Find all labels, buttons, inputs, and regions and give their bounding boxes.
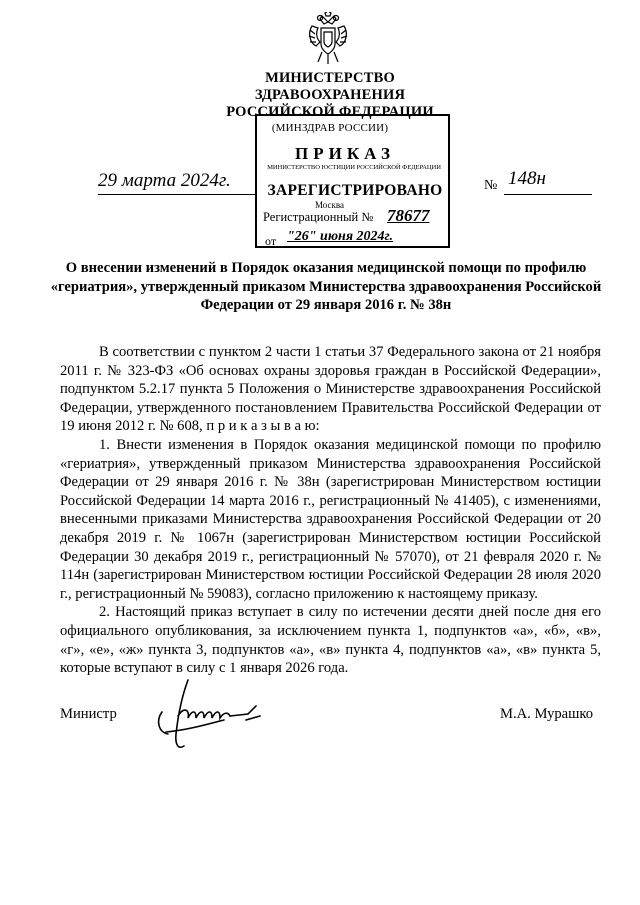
- order-number-sign: №: [484, 178, 498, 193]
- stamp-date-prefix: от: [265, 234, 277, 248]
- paragraph-preamble: В соответствии с пунктом 2 части 1 статьи 37 Федерального закона от 21 ноября 2011 г. № 323-ФЗ «Об основах охраны здоровья граждан в Российской Федерации», подпунктом 5.2.17 пункта 5 Положения о Министерстве здравоохранения Российской Федерации, утвержденного постановлением Правительства Российской Федерации от 19 июня 2012 г. № 608, п р и к а з ы в а ю:: [60, 344, 601, 435]
- stamp-doc-type: ПРИКАЗ: [295, 144, 395, 163]
- order-number: 148н: [508, 168, 546, 189]
- document-title: О внесении изменений в Порядок оказания медицинской помощи по профилю «гериатрия», утвержденный приказом Министерства здравоохранения Российской Федерации от 29 января 2016 г. № 38н: [50, 260, 602, 313]
- signer-name: М.А. Мурашко: [500, 706, 594, 722]
- stamp-city: Москва: [315, 200, 344, 210]
- stamp-organization: МИНИСТЕРСТВО ЮСТИЦИИ РОССИЙСКОЙ ФЕДЕРАЦИИ: [267, 164, 441, 171]
- coat-of-arms-icon: [306, 12, 350, 66]
- ministry-short-name: (МИНЗДРАВ РОССИИ): [271, 122, 389, 134]
- handwritten-signature-icon: [148, 676, 268, 756]
- order-number-underline: [504, 194, 592, 195]
- paragraph-item-2: 2. Настоящий приказ вступает в силу по истечении десяти дней после дня его официального опубликования, за исключением пункта 1, подпунктов «а», «б», «в», «г», «е», «ж» пункта 3, подпунктов «а», «в» пункта 4, подпунктов «а», «в» пункта 5, которые вступают в силу с 1 января 2026 года.: [60, 604, 601, 677]
- document-body: [60, 343, 601, 678]
- stamp-registered: ЗАРЕГИСТРИРОВАНО: [267, 182, 443, 199]
- signer-position: Министр: [60, 706, 117, 722]
- registration-stamp: [255, 114, 450, 248]
- stamp-reg-date: "26" июня 2024г.: [287, 229, 394, 244]
- order-date: 29 марта 2024г.: [98, 170, 231, 191]
- paragraph-item-1: 1. Внести изменения в Порядок оказания медицинской помощи по профилю «гериатрия», утвержденный приказом Министерства здравоохранения Российской Федерации от 29 января 2016 г. № 38н (зарегистрирован Министерством юстиции Российской Федерации 14 марта 2016 г., регистрационный № 41405), с изменениями, внесенными приказами Министерства здравоохранения Российской Федерации от 20 декабря 2019 г. № 1067н (зарегистрирован Министерством юстиции Российской Федерации 30 декабря 2019 г., регистрационный № 57070), от 21 февраля 2020 г. № 114н (зарегистрирован Министерством юстиции Российской Федерации 28 июля 2020 г., регистрационный № 59083), согласно приложению к настоящему приказу.: [60, 436, 601, 602]
- stamp-reg-number-label: Регистрационный №: [263, 210, 374, 224]
- ministry-name-line2: РОССИЙСКОЙ ФЕДЕРАЦИИ: [226, 104, 434, 120]
- stamp-reg-number: 78677: [387, 206, 430, 225]
- ministry-name-line1: МИНИСТЕРСТВО ЗДРАВООХРАНЕНИЯ: [254, 70, 406, 103]
- order-date-underline: [98, 194, 256, 195]
